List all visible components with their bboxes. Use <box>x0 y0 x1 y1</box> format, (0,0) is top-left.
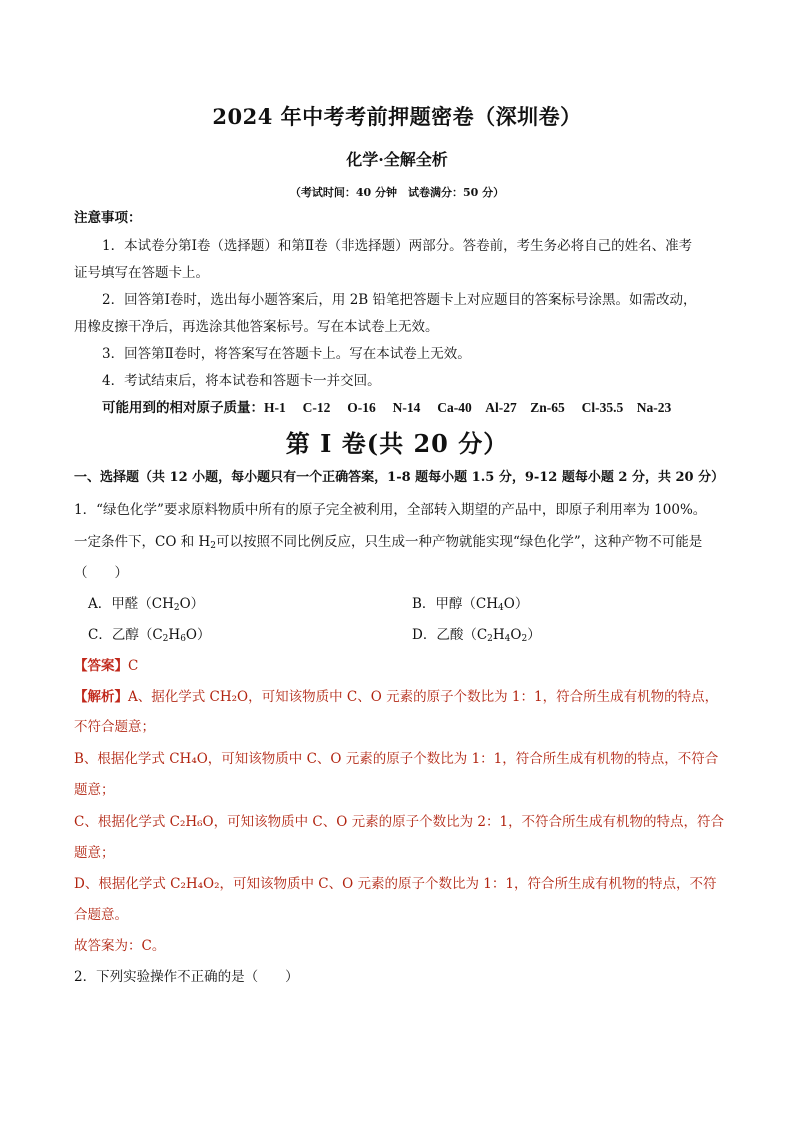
analysis-line-7: D、根据化学式 C₂H₄O₂，可知该物质中 C、O 元素的原子个数比为 1：1，符合所生成有机物的特点，不符 <box>74 876 717 892</box>
analysis-line-6: 题意； <box>74 845 115 861</box>
analysis-line-5: C、根据化学式 C₂H₆O，可知该物质中 C、O 元素的原子个数比为 2：1，不符合所生成有机物的特点，符合 <box>74 814 725 830</box>
analysis-line-2: 不符合题意； <box>74 719 155 735</box>
analysis-line-8: 合题意。 <box>74 907 128 923</box>
analysis-label: 【解析】 <box>74 689 128 705</box>
atomic-masses: 可能用到的相对原子质量：H-1 C-12 O-16 N-14 Ca-40 Al-27 Zn-65 Cl-35.5 Na-23 <box>102 400 672 415</box>
question-1-stem-line-3: （ ） <box>74 565 128 581</box>
notice-item-1: 1．本试卷分第Ⅰ卷（选择题）和第Ⅱ卷（非选择题）两部分。答卷前，考生务必将自己的姓名、准考 <box>102 238 693 254</box>
notice-item-3: 3．回答第Ⅱ卷时，将答案写在答题卡上。写在本试卷上无效。 <box>102 346 471 362</box>
analysis-line-4: 题意； <box>74 782 115 798</box>
answer-value: C <box>128 658 139 674</box>
question-1-stem-line-1: 1．“绿色化学”要求原料物质中所有的原子完全被利用，全部转入期望的产品中，即原子利用率为 100%。 <box>74 502 707 518</box>
notice-item-2-cont: 用橡皮擦干净后，再选涂其他答案标号。写在本试卷上无效。 <box>74 319 439 335</box>
exam-title: 2024 年中考考前押题密卷（深圳卷） <box>212 104 582 129</box>
notice-item-2: 2．回答第Ⅰ卷时，选出每小题答案后，用 2B 铅笔把答题卡上对应题目的答案标号涂黑。如需改动， <box>102 292 697 308</box>
answer-label: 【答案】 <box>74 658 128 674</box>
question-1-stem-line-2: 一定条件下，CO 和 $H_2$可以按照不同比例反应，只生成一种产物就能实现“绿色化学”，这种产物不可能是 <box>74 534 703 551</box>
notice-item-1-cont: 证号填写在答题卡上。 <box>74 265 209 281</box>
option-a: A．甲醛$(CH_2O)$ <box>88 596 205 613</box>
option-d: D．乙酸$(C_2H_4O_2)$ <box>412 627 541 644</box>
part-heading: 第 I 卷(共 20 分） <box>285 429 509 458</box>
exam-info: （考试时间：40 分钟 试卷满分：50 分） <box>289 186 505 199</box>
answer-line <box>74 656 734 676</box>
section-title: 一、选择题（共 12 小题，每小题只有一个正确答案，1-8 题每小题 1.5 分，9-12 题每小题 2 分，共 20 分） <box>74 470 725 485</box>
analysis-line-3: B、根据化学式 CH₄O，可知该物质中 C、O 元素的原子个数比为 1：1，符合所生成有机物的特点，不符合 <box>74 751 719 767</box>
analysis-line-9: 故答案为：C。 <box>74 938 166 954</box>
option-b: B．甲醇$(CH_4O)$ <box>412 596 529 613</box>
analysis-line-1: 【解析】A、据化学式 CH₂O，可知该物质中 C、O 元素的原子个数比为 1：1，符合所生成有机物的特点， <box>74 689 719 705</box>
notice-heading: 注意事项： <box>74 210 142 226</box>
option-c: C．乙醇$(C_2H_6O)$ <box>88 627 211 644</box>
exam-subtitle: 化学·全解全析 <box>346 150 448 169</box>
notice-item-4: 4．考试结束后，将本试卷和答题卡一并交回。 <box>102 373 381 389</box>
question-2-stem: 2．下列实验操作不正确的是（ ） <box>74 969 299 985</box>
